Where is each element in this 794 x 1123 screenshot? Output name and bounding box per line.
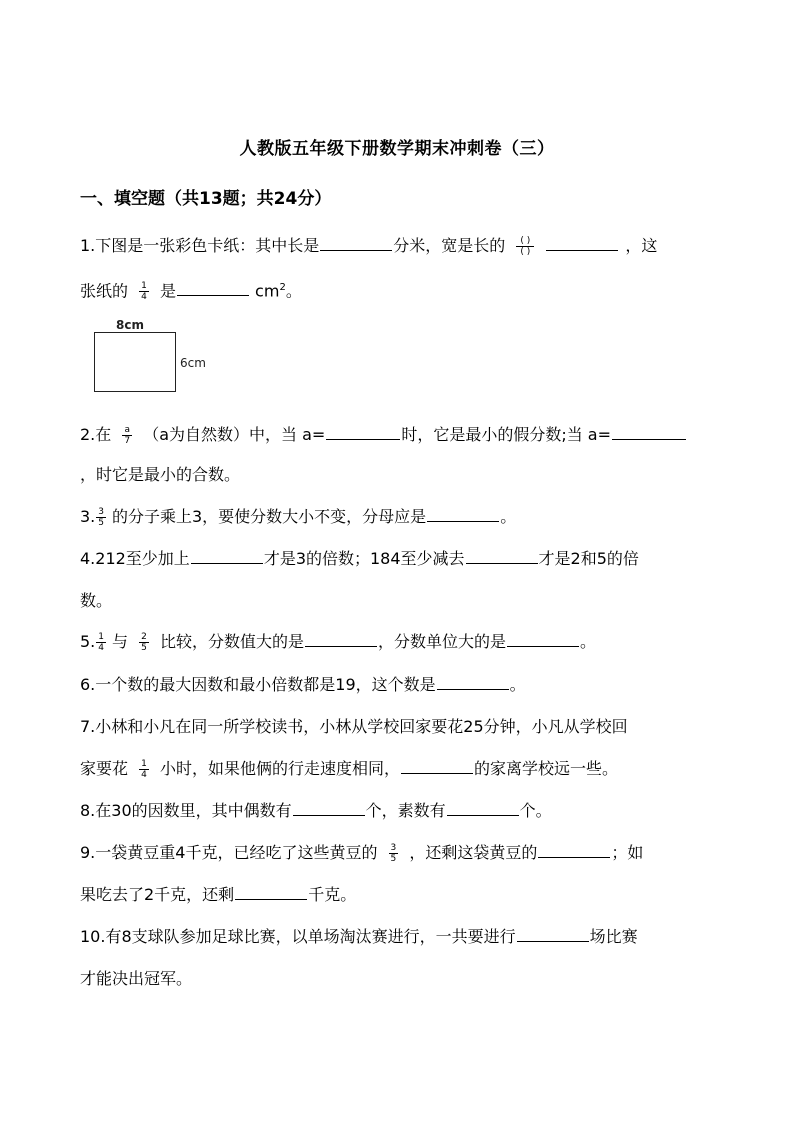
q1-text-d: 张纸的 <box>80 281 129 301</box>
q9-text-d: 果吃去了2千克，还剩 <box>80 885 235 904</box>
question-3 <box>80 505 720 529</box>
answer-blank[interactable] <box>612 423 686 440</box>
answer-blank[interactable] <box>517 925 589 942</box>
q7-text-a: 7.小林和小凡在同一所学校读书，小林从学校回家要花25分钟，小凡从学校回 <box>80 717 628 736</box>
question-6 <box>80 673 720 697</box>
answer-blank[interactable] <box>447 799 519 816</box>
page-title: 人教版五年级下册数学期末冲刺卷（三） <box>239 139 555 159</box>
answer-blank[interactable] <box>466 547 538 564</box>
q5-text-a: 5. <box>80 632 96 651</box>
question-7-line-2 <box>80 757 720 781</box>
question-4-line-1 <box>80 547 720 571</box>
q5-text-e: 。 <box>579 632 596 651</box>
q5-text-c: 比较，分数值大的是 <box>159 632 304 651</box>
unit-superscript: 2 <box>279 282 286 293</box>
question-1-line-1 <box>80 234 720 258</box>
fraction: $\frac{3}{5}$ <box>98 507 104 528</box>
fraction: $\frac{a}{7}$ <box>124 425 131 446</box>
answer-blank[interactable] <box>293 799 365 816</box>
q2-text-d: ，时它是最小的合数。 <box>80 465 241 484</box>
section-heading: 一、填空题（共13题；共24分） <box>80 189 332 209</box>
fraction: $\frac{( )}{( )}$ <box>516 236 534 257</box>
q10-text-b: 场比赛 <box>589 927 638 946</box>
q6-text-b: 。 <box>509 675 526 694</box>
q7-text-b: 家要花 <box>80 759 129 778</box>
figure-top-label: 8cm <box>116 318 144 332</box>
q5-text-d: ，分数单位大的是 <box>377 632 506 651</box>
q1-text-e: 是 <box>159 281 176 301</box>
question-4-line-2 <box>80 589 720 613</box>
q1-text-c: ，这 <box>625 236 658 255</box>
q1-end: 。 <box>285 281 302 301</box>
q3-text-c: 。 <box>500 507 517 526</box>
q10-text-a: 10.有8支球队参加足球比赛，以单场淘汰赛进行，一共要进行 <box>80 927 516 946</box>
q8-text-a: 8.在30的因数里，其中偶数有 <box>80 801 292 820</box>
question-8 <box>80 799 720 823</box>
fraction: $\frac{1}{4}$ <box>141 281 147 303</box>
question-10-line-2 <box>80 967 720 991</box>
q4-text-c: 才是2和5的倍 <box>538 549 639 568</box>
answer-blank[interactable] <box>401 757 473 774</box>
q1-text-a: 1.下图是一张彩色卡纸：其中长是 <box>80 236 320 255</box>
answer-blank[interactable] <box>177 279 249 296</box>
answer-blank[interactable] <box>305 630 377 647</box>
question-7-line-1 <box>80 715 720 739</box>
answer-blank[interactable] <box>191 547 263 564</box>
q4-text-d: 数。 <box>80 591 113 610</box>
q2-text-a: 2.在 <box>80 425 112 444</box>
q9-text-e: 千克。 <box>308 885 357 904</box>
answer-blank[interactable] <box>427 505 499 522</box>
q9-text-a: 9.一袋黄豆重4千克，已经吃了这些黄豆的 <box>80 843 378 862</box>
answer-blank[interactable] <box>507 630 579 647</box>
answer-blank[interactable] <box>326 423 400 440</box>
question-2-line-1 <box>80 423 720 447</box>
fraction: $\frac{1}{4}$ <box>98 632 104 653</box>
q7-text-c: 小时，如果他俩的行走速度相同， <box>159 759 400 778</box>
q8-text-b: 个，素数有 <box>365 801 446 820</box>
q5-text-b: 与 <box>112 632 129 651</box>
question-9-line-1 <box>80 841 720 865</box>
q8-text-c: 个。 <box>519 801 552 820</box>
answer-blank[interactable] <box>437 673 509 690</box>
q9-text-b: ，还剩这袋黄豆的 <box>409 843 538 862</box>
fraction: $\frac{3}{5}$ <box>390 843 397 864</box>
answer-blank[interactable] <box>235 883 307 900</box>
question-1-line-2 <box>80 276 720 303</box>
q1-text-b: 分米，宽是长的 <box>393 236 506 255</box>
answer-blank[interactable] <box>546 234 618 251</box>
q6-text-a: 6.一个数的最大因数和最小倍数都是19，这个数是 <box>80 675 436 694</box>
q7-text-d: 的家离学校远一些。 <box>473 759 618 778</box>
question-9-line-2 <box>80 883 720 907</box>
fraction: $\frac{2}{5}$ <box>141 632 147 653</box>
q3-text-b: 的分子乘上3，要使分数大小不变，分母应是 <box>112 507 427 526</box>
q4-text-b: 才是3的倍数；184至少减去 <box>263 549 465 568</box>
q2-text-b: （a为自然数）中，当 a= <box>143 425 326 444</box>
q2-text-c: 时，它是最小的假分数;当 a= <box>401 425 612 444</box>
answer-blank[interactable] <box>538 841 610 858</box>
q10-text-c: 才能决出冠军。 <box>80 969 193 988</box>
unit-text: cm <box>255 281 280 301</box>
q9-text-c: ；如 <box>611 843 644 862</box>
answer-blank[interactable] <box>320 234 392 251</box>
question-10-line-1 <box>80 925 720 949</box>
figure-side-label: 6cm <box>180 356 206 370</box>
fraction: $\frac{1}{4}$ <box>141 759 147 780</box>
question-2-line-2 <box>80 463 720 487</box>
rectangle-shape <box>94 332 176 392</box>
q4-text-a: 4.212至少加上 <box>80 549 190 568</box>
q3-text-a: 3. <box>80 507 96 526</box>
question-5 <box>80 630 720 654</box>
